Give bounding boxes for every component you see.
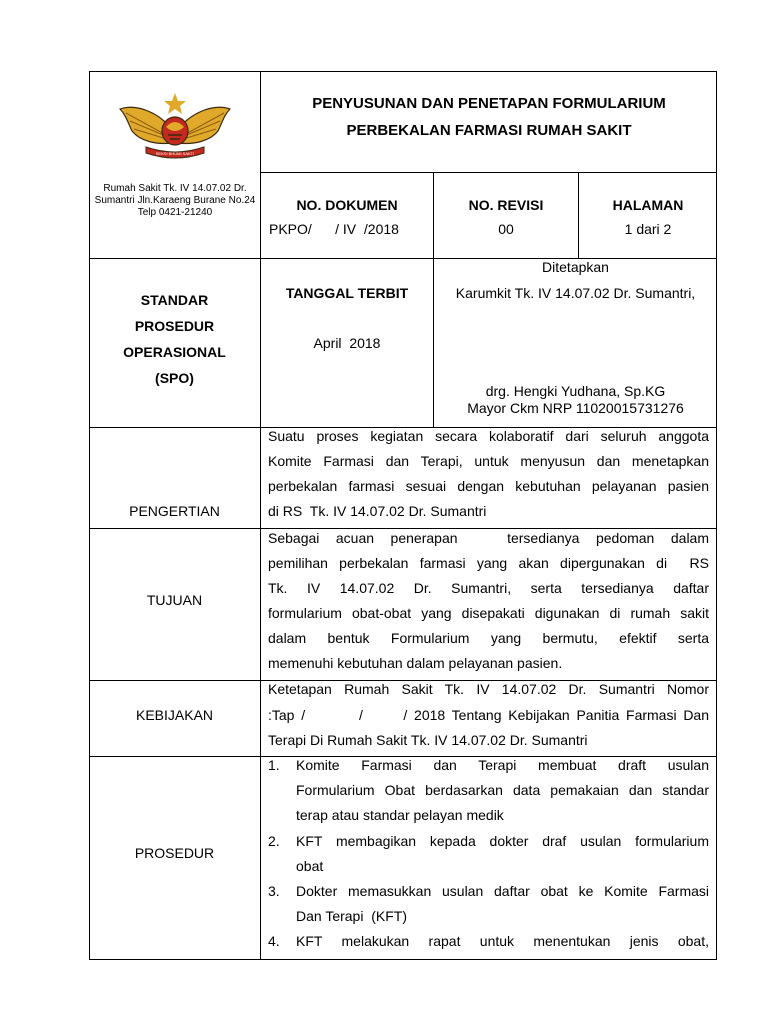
prosedur-item-line: Dan Terapi (KFT) bbox=[296, 908, 407, 924]
hospital-address: Rumah Sakit Tk. IV 14.07.02 Dr. Sumantri Jln.Karaeng Burane No.24 Telp 0421-21240 bbox=[94, 183, 256, 218]
document-title-line2: PERBEKALAN FARMASI RUMAH SAKIT bbox=[346, 122, 632, 139]
prosedur-item-line: Formularium Obat berdasarkan data pemakaian dan standar bbox=[296, 782, 709, 798]
pengertian-line: Suatu proses kegiatan secara kolaboratif dari seluruh anggota bbox=[268, 428, 709, 444]
no-revisi-value: 00 bbox=[498, 221, 514, 237]
tanggal-terbit-label: TANGGAL TERBIT bbox=[285, 285, 409, 301]
prosedur-item-line: KFT membagikan kepada dokter draf usulan formularium bbox=[296, 833, 709, 849]
kebijakan-line: Terapi Di Rumah Sakit Tk. IV 14.07.02 Dr. Sumantri bbox=[268, 732, 588, 748]
tujuan-line: memenuhi kebutuhan dalam pelayanan pasien. bbox=[268, 655, 563, 671]
tujuan-line: dalam bentuk Formularium yang bermutu, efektif serta bbox=[268, 630, 709, 646]
spo-document bbox=[89, 71, 717, 960]
tujuan-line: formularium obat-obat yang disepakati digunakan di rumah sakit bbox=[268, 605, 709, 621]
prosedur-item-number: 3. bbox=[268, 883, 280, 899]
spo-line2: PROSEDUR bbox=[134, 318, 215, 334]
tujuan-line: Sebagai acuan penerapan tersedianya pedoman dalam bbox=[268, 530, 709, 546]
kebijakan-line: Ketetapan Rumah Sakit Tk. IV 14.07.02 Dr. Sumantri Nomor bbox=[268, 681, 709, 697]
no-dokumen-value: PKPO/ / IV /2018 bbox=[269, 221, 399, 237]
pengertian-label: PENGERTIAN bbox=[129, 503, 220, 519]
pengertian-line: di RS Tk. IV 14.07.02 Dr. Sumantri bbox=[268, 503, 487, 519]
kebijakan-line: :Tap / / / 2018 Tentang Kebijakan Panitia Farmasi Dan bbox=[268, 707, 709, 723]
kebijakan-label: KEBIJAKAN bbox=[135, 707, 214, 723]
pengertian-line: perbekalan farmasi sesuai dengan kebutuhan pelayanan pasien bbox=[268, 478, 709, 494]
spo-line3: OPERASIONAL bbox=[123, 344, 226, 360]
tanggal-terbit-value: April 2018 bbox=[313, 335, 381, 351]
prosedur-item-line: Komite Farmasi dan Terapi membuat draft usulan bbox=[296, 757, 709, 773]
tujuan-label: TUJUAN bbox=[146, 592, 203, 608]
no-dokumen-label: NO. DOKUMEN bbox=[296, 197, 398, 213]
prosedur-item-line: obat bbox=[296, 858, 324, 874]
prosedur-item-line: terap atau standar pelayan medik bbox=[296, 807, 504, 823]
no-revisi-label: NO. REVISI bbox=[468, 197, 544, 213]
tujuan-line: pemilihan perbekalan farmasi yang akan dipergunakan di RS bbox=[268, 555, 709, 571]
spo-line4: (SPO) bbox=[155, 370, 194, 386]
star-icon bbox=[164, 93, 186, 114]
tujuan-line: Tk. IV 14.07.02 Dr. Sumantri, serta tersedianya daftar bbox=[268, 580, 709, 596]
prosedur-item-number: 1. bbox=[268, 757, 280, 773]
halaman-value: 1 dari 2 bbox=[624, 221, 672, 237]
halaman-label: HALAMAN bbox=[612, 197, 684, 213]
prosedur-item-number: 2. bbox=[268, 833, 280, 849]
prosedur-item-line: Dokter memasukkan usulan daftar obat ke Komite Farmasi bbox=[296, 883, 709, 899]
ditetapkan-text: Ditetapkan bbox=[542, 259, 609, 275]
signer-name: drg. Hengki Yudhana, Sp.KG bbox=[485, 383, 666, 399]
signer-rank: Mayor Ckm NRP 11020015731276 bbox=[467, 400, 684, 416]
prosedur-label: PROSEDUR bbox=[134, 845, 215, 861]
karumkit-text: Karumkit Tk. IV 14.07.02 Dr. Sumantri, bbox=[455, 285, 696, 301]
pengertian-line: Komite Farmasi dan Terapi, untuk menyusun dan menetapkan bbox=[268, 453, 709, 469]
prosedur-item-number: 4. bbox=[268, 933, 280, 949]
spo-line1: STANDAR bbox=[140, 292, 209, 308]
document-title-line1: PENYUSUNAN DAN PENETAPAN FORMULARIUM bbox=[312, 95, 666, 112]
prosedur-item-line: KFT melakukan rapat untuk menentukan jenis obat, bbox=[296, 933, 709, 949]
logo-caption: SEKSI BHUMI SAKTI bbox=[155, 151, 195, 156]
